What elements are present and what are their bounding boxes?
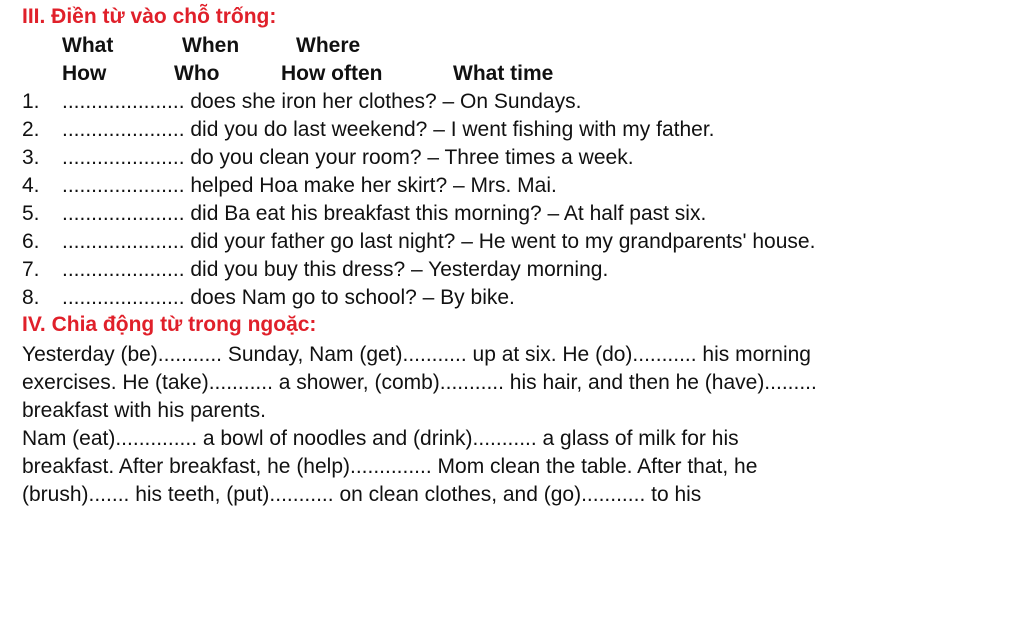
question-number: 1.	[22, 90, 40, 113]
paragraph-line: breakfast. After breakfast, he (help).............. Mom clean the table. After that, he	[22, 455, 758, 478]
word-when: When	[182, 34, 240, 57]
question-number: 8.	[22, 286, 40, 309]
question-text: ..................... did your father go last night? – He went to my grandparents' house.	[62, 230, 816, 253]
word-what-time: What time	[453, 62, 554, 85]
question-number: 6.	[22, 230, 40, 253]
word-how-often: How often	[281, 62, 383, 85]
question-number: 7.	[22, 258, 40, 281]
question-text: ..................... did you buy this dress? – Yesterday morning.	[62, 258, 609, 281]
word-how: How	[62, 62, 107, 85]
word-what: What	[62, 34, 114, 57]
paragraph-line: exercises. He (take)........... a shower, (comb)........... his hair, and then he (have).........	[22, 371, 817, 394]
word-where: Where	[296, 34, 361, 57]
question-number: 5.	[22, 202, 40, 225]
question-text: ..................... helped Hoa make her skirt? – Mrs. Mai.	[62, 174, 557, 197]
paragraph-line: breakfast with his parents.	[22, 399, 266, 422]
question-number: 4.	[22, 174, 40, 197]
word-who: Who	[174, 62, 220, 85]
paragraph-line: Yesterday (be)........... Sunday, Nam (get)........... up at six. He (do)........... his morning	[22, 343, 811, 366]
paragraph-line: Nam (eat).............. a bowl of noodles and (drink)........... a glass of milk for his	[22, 427, 739, 450]
question-text: ..................... did Ba eat his breakfast this morning? – At half past six.	[62, 202, 707, 225]
question-number: 2.	[22, 118, 40, 141]
section-3-title: III. Điền từ vào chỗ trống:	[22, 5, 277, 28]
section-4-title: IV. Chia động từ trong ngoặc:	[22, 313, 317, 336]
paragraph-line: (brush)....... his teeth, (put)........... on clean clothes, and (go)........... to his	[22, 483, 702, 506]
question-text: ..................... do you clean your room? – Three times a week.	[62, 146, 634, 169]
question-number: 3.	[22, 146, 40, 169]
question-text: ..................... does Nam go to school? – By bike.	[62, 286, 515, 309]
question-text: ..................... did you do last weekend? – I went fishing with my father.	[62, 118, 715, 141]
question-text: ..................... does she iron her clothes? – On Sundays.	[62, 90, 582, 113]
